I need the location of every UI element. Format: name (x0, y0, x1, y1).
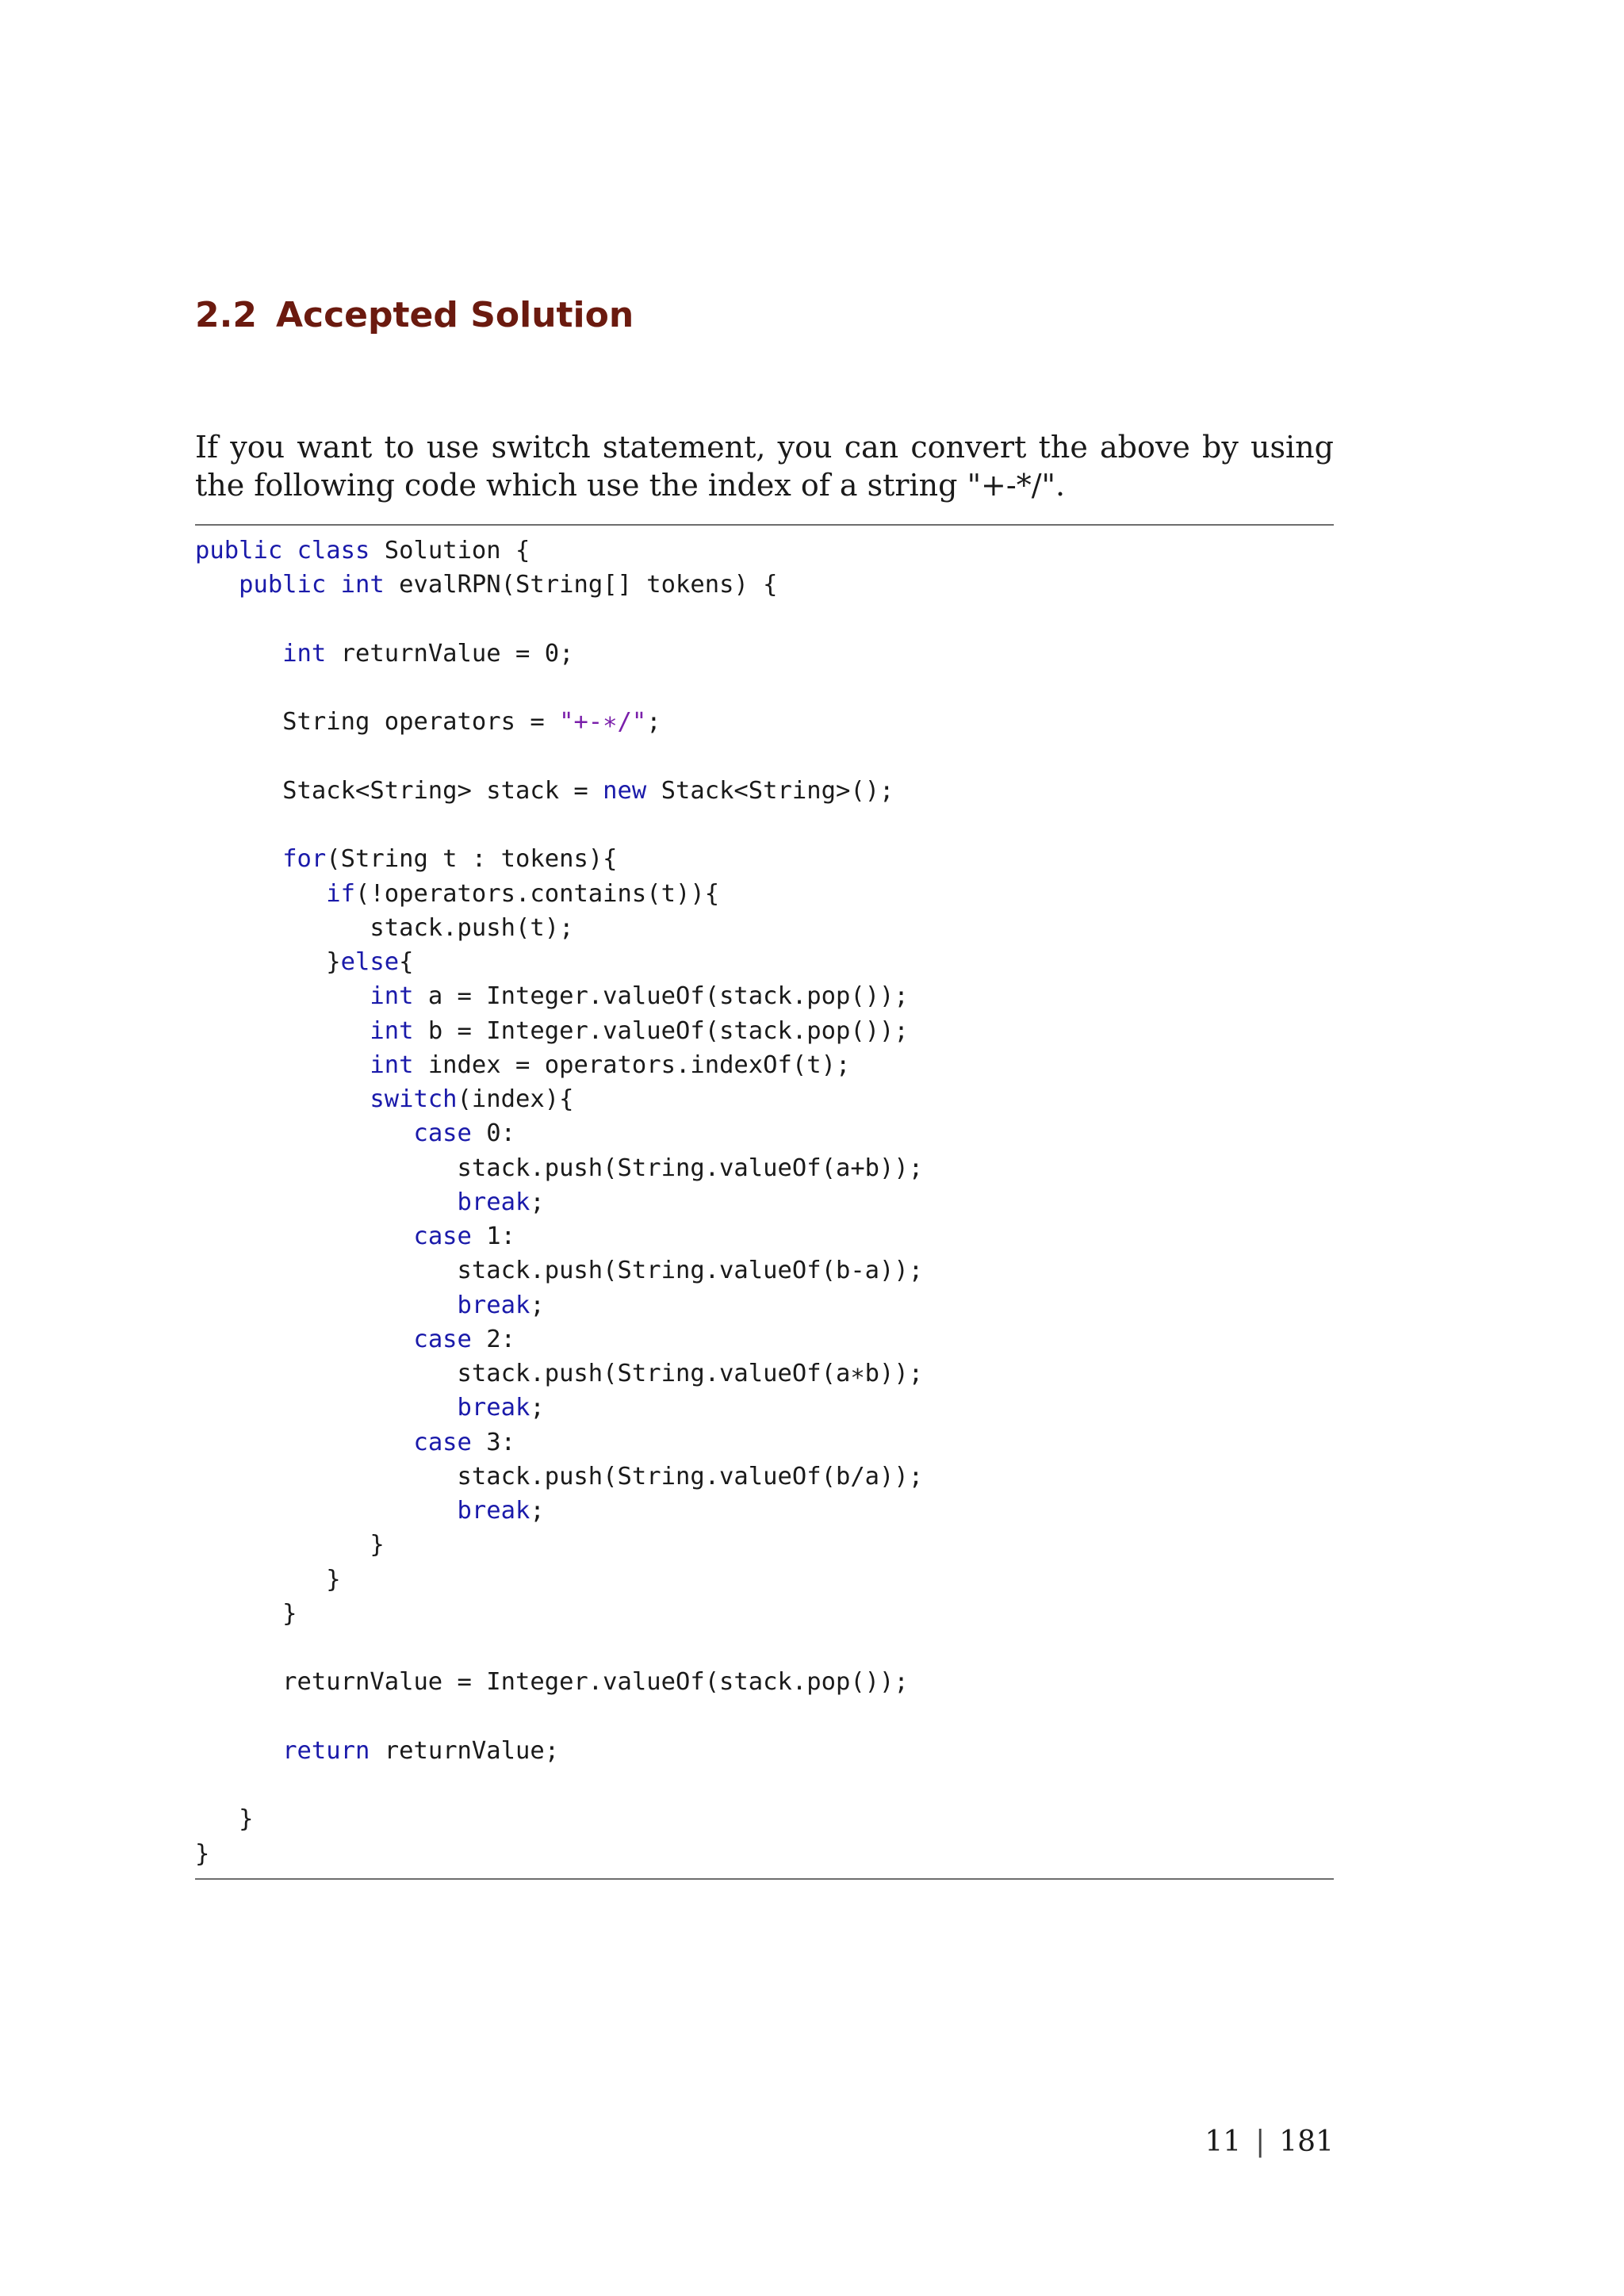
code-text (326, 571, 340, 599)
code-text (195, 1394, 458, 1422)
code-line (195, 1185, 923, 1219)
code-text (195, 1737, 282, 1765)
code-text: stack.push(String.valueOf(a+b)); (195, 1154, 924, 1182)
code-text (195, 571, 239, 599)
code-line (195, 1494, 923, 1528)
code-text: evalRPN(String[] tokens) { (384, 571, 778, 599)
section-heading (195, 288, 634, 343)
code-keyword: break (457, 1291, 530, 1319)
code-text (195, 640, 282, 668)
code-keyword: case (413, 1119, 472, 1148)
code-line (195, 1425, 923, 1460)
code-text: index = operators.indexOf(t); (413, 1050, 851, 1079)
code-line (195, 1219, 923, 1253)
page-separator: | (1255, 2126, 1266, 2158)
code-text: { (399, 948, 414, 976)
code-text: 1: (471, 1223, 515, 1250)
code-keyword: new (603, 776, 647, 805)
code-text (282, 537, 297, 564)
code-keyword: class (297, 537, 370, 564)
section-number: 2.2 (195, 295, 257, 335)
code-keyword: public (239, 571, 327, 599)
code-line (195, 774, 923, 808)
code-text: returnValue = Integer.valueOf(stack.pop()); (195, 1668, 909, 1697)
code-line (195, 1700, 923, 1734)
code-text: stack.push(String.valueOf(a∗b)); (195, 1360, 924, 1387)
code-line (195, 1357, 923, 1391)
code-keyword: case (413, 1428, 472, 1456)
code-line (195, 1151, 923, 1185)
code-text: } (195, 948, 341, 976)
code-keyword: int (340, 571, 385, 599)
code-text: 3: (471, 1428, 515, 1456)
code-text: ; (530, 1497, 545, 1525)
code-text (195, 1051, 370, 1079)
code-line (195, 1837, 923, 1871)
code-text (195, 1429, 413, 1456)
code-text: ; (530, 1188, 545, 1216)
section-title: Accepted Solution (275, 295, 634, 335)
code-text: } (195, 1599, 297, 1628)
total-pages: 181 (1279, 2126, 1334, 2158)
code-line (195, 808, 923, 842)
code-text (195, 1017, 370, 1045)
code-text: Stack<String> stack = (195, 776, 603, 805)
code-keyword: int (282, 639, 327, 668)
code-text: Stack<String>(); (646, 776, 894, 805)
code-keyword: break (457, 1497, 530, 1525)
code-text: } (195, 1839, 210, 1868)
code-keyword: return (282, 1736, 370, 1765)
code-keyword: switch (370, 1085, 458, 1113)
code-line (195, 1802, 923, 1836)
page-number (1205, 2123, 1334, 2161)
code-text: (String t : tokens){ (326, 845, 618, 874)
code-text: returnValue = 0; (326, 639, 574, 668)
code-text (195, 845, 282, 873)
code-line (195, 1768, 923, 1802)
code-line (195, 705, 923, 739)
code-text: } (195, 1805, 254, 1834)
code-text: } (195, 1531, 385, 1559)
code-text: stack.push(String.valueOf(b-a)); (195, 1257, 924, 1285)
code-text: (index){ (457, 1085, 574, 1113)
code-text: returnValue; (370, 1736, 560, 1765)
code-line (195, 1253, 923, 1288)
code-text: stack.push(t); (195, 913, 574, 942)
code-text: a = Integer.valueOf(stack.pop()); (413, 982, 909, 1011)
code-keyword: for (282, 845, 327, 874)
code-text: Solution { (370, 537, 530, 564)
code-text: 0: (471, 1119, 515, 1148)
code-line (195, 1288, 923, 1322)
code-line (195, 534, 923, 568)
code-line (195, 637, 923, 671)
code-keyword: int (370, 1016, 414, 1045)
code-line (195, 1631, 923, 1665)
code-text (195, 1223, 413, 1250)
code-text: ; (530, 1291, 545, 1319)
code-line (195, 1528, 923, 1562)
code-keyword: if (326, 879, 355, 908)
code-listing (195, 534, 923, 1871)
code-text (195, 880, 326, 908)
code-line (195, 1597, 923, 1631)
code-line (195, 1563, 923, 1597)
code-keyword: case (413, 1325, 472, 1353)
current-page: 11 (1205, 2126, 1242, 2158)
code-bottom-rule (195, 1878, 1334, 1880)
code-top-rule (195, 524, 1334, 526)
code-line (195, 1082, 923, 1116)
code-line (195, 1665, 923, 1699)
code-text: 2: (471, 1325, 515, 1353)
code-text (195, 1497, 458, 1525)
code-text: ; (530, 1394, 545, 1422)
code-line (195, 979, 923, 1013)
code-keyword: int (370, 982, 414, 1011)
code-text: ; (646, 708, 661, 737)
code-string: "+-∗/" (559, 708, 647, 737)
code-text: (!operators.contains(t)){ (355, 879, 720, 908)
code-text (195, 1188, 458, 1216)
code-text: String operators = (195, 708, 560, 737)
code-line (195, 842, 923, 876)
code-text (195, 1085, 370, 1113)
code-line (195, 1734, 923, 1768)
code-text (195, 1292, 458, 1319)
code-keyword: else (340, 948, 400, 976)
code-keyword: case (413, 1223, 472, 1250)
code-line (195, 1460, 923, 1494)
code-line (195, 740, 923, 774)
code-keyword: break (457, 1394, 530, 1422)
code-line (195, 1116, 923, 1150)
code-keyword: public (195, 537, 283, 564)
intro-paragraph: If you want to use switch statement, you can convert the above by using the following code which use the index of a string "+-*/". (195, 430, 1334, 503)
code-line (195, 671, 923, 705)
code-keyword: break (457, 1188, 530, 1216)
code-text (195, 1326, 413, 1353)
code-text (195, 1119, 413, 1147)
code-keyword: int (370, 1050, 414, 1079)
code-line (195, 1014, 923, 1048)
code-line (195, 1322, 923, 1357)
code-line (195, 911, 923, 945)
code-line (195, 945, 923, 979)
code-text (195, 982, 370, 1010)
code-text: b = Integer.valueOf(stack.pop()); (413, 1016, 909, 1045)
code-line (195, 877, 923, 911)
code-text: stack.push(String.valueOf(b/a)); (195, 1462, 924, 1490)
code-text: } (195, 1565, 341, 1594)
code-line (195, 1048, 923, 1082)
code-line (195, 568, 923, 602)
code-line (195, 1391, 923, 1425)
code-line (195, 603, 923, 637)
